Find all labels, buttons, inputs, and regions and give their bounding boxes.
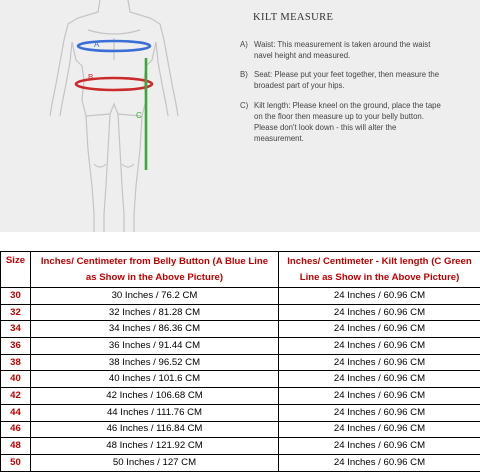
body-outline-drawing [38,0,188,232]
size-cell: 34 [1,321,31,338]
table-row [1,338,480,355]
waist-cell: 38 Inches / 96.52 CM [31,354,279,371]
kilt-length-cell: 24 Inches / 60.96 CM [279,338,480,355]
waist-cell: 50 Inches / 127 CM [31,454,279,471]
kilt-length-cell: 24 Inches / 60.96 CM [279,454,480,471]
header-waist: Inches/ Centimeter from Belly Button (A Blue Line as Show in the Above Picture) [31,252,279,288]
table-row [1,354,480,371]
measure-title: KILT MEASURE [253,12,333,23]
body-figure [38,0,188,232]
size-cell: 48 [1,438,31,455]
instruction-letter: A) [240,39,254,50]
waist-cell: 30 Inches / 76.2 CM [31,288,279,305]
table-row [1,321,480,338]
table-row [1,404,480,421]
waist-cell: 34 Inches / 86.36 CM [31,321,279,338]
instruction-seat [240,69,445,91]
kilt-length-cell: 24 Inches / 60.96 CM [279,321,480,338]
body-outline [50,0,178,232]
table-row [1,304,480,321]
size-cell: 36 [1,338,31,355]
size-cell: 46 [1,421,31,438]
size-cell: 42 [1,388,31,405]
table-row [1,371,480,388]
instruction-text: Seat: Please put your feet together, then measure the broadest part of your hips. [254,69,445,91]
size-cell: 44 [1,404,31,421]
size-cell: 30 [1,288,31,305]
kilt-length-cell: 24 Inches / 60.96 CM [279,371,480,388]
waist-cell: 32 Inches / 81.28 CM [31,304,279,321]
kilt-length-cell: 24 Inches / 60.96 CM [279,288,480,305]
table-row [1,388,480,405]
size-chart-table [0,251,480,472]
waist-cell: 36 Inches / 91.44 CM [31,338,279,355]
instruction-letter: B) [240,69,254,80]
label-c: C [136,111,142,120]
kilt-length-cell: 24 Inches / 60.96 CM [279,404,480,421]
header-kilt-length: Inches/ Centimeter - Kilt length (C Green Line as Show in the Above Picture) [279,252,480,288]
size-cell: 50 [1,454,31,471]
label-b: B [88,73,93,82]
size-cell: 38 [1,354,31,371]
kilt-length-cell: 24 Inches / 60.96 CM [279,421,480,438]
header-size: Size [1,252,31,288]
waist-cell: 40 Inches / 101.6 CM [31,371,279,388]
table-row [1,421,480,438]
waist-cell: 44 Inches / 111.76 CM [31,404,279,421]
waist-cell: 48 Inches / 121.92 CM [31,438,279,455]
instruction-letter: C) [240,100,254,111]
instruction-kilt-length [240,100,445,144]
kilt-length-cell: 24 Inches / 60.96 CM [279,304,480,321]
table-row [1,454,480,471]
instruction-text: Waist: This measurement is taken around the waist navel height and measured. [254,39,445,61]
label-a: A [94,40,100,49]
table-row [1,438,480,455]
kilt-length-cell: 24 Inches / 60.96 CM [279,438,480,455]
kilt-length-cell: 24 Inches / 60.96 CM [279,354,480,371]
size-cell: 40 [1,371,31,388]
waist-cell: 46 Inches / 116.84 CM [31,421,279,438]
table-row [1,288,480,305]
instruction-text: Kilt length: Please kneel on the ground, place the tape on the floor then measure up to your belly button. Please don't look down - this will alter the measurement. [254,100,445,144]
size-cell: 32 [1,304,31,321]
size-rows [1,288,480,472]
kilt-measure-panel [0,0,480,232]
instruction-waist [240,39,445,61]
table-header-row [1,252,480,288]
waist-cell: 42 Inches / 106.68 CM [31,388,279,405]
kilt-length-cell: 24 Inches / 60.96 CM [279,388,480,405]
